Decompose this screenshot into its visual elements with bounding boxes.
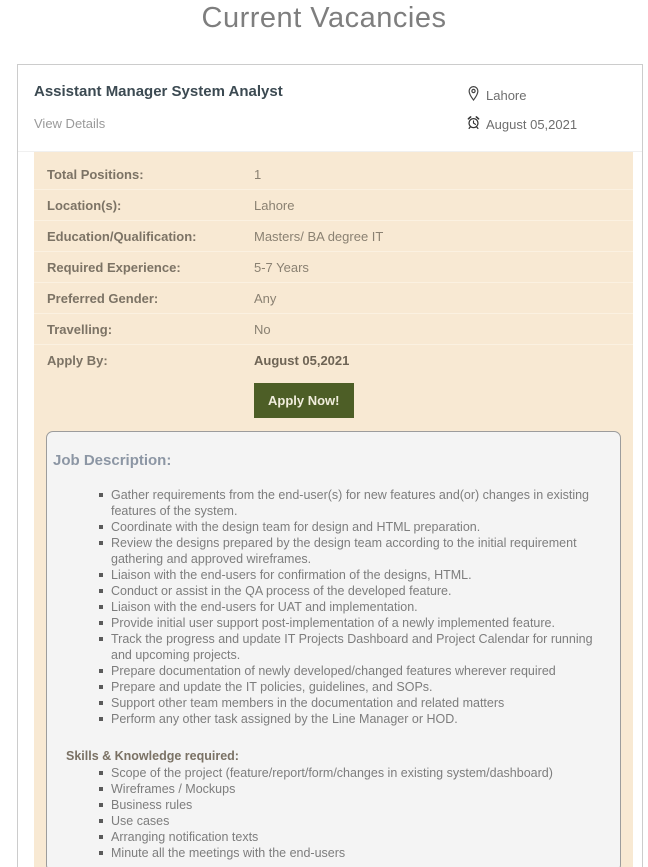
skills-list — [99, 765, 598, 861]
skills-item: Use cases — [99, 813, 598, 829]
skills-item: Wireframes / Mockups — [99, 781, 598, 797]
detail-label: Location(s): — [47, 198, 122, 213]
job-title: Assistant Manager System Analyst — [34, 83, 283, 100]
job-description-heading: Job Description: — [53, 452, 172, 469]
page-title: Current Vacancies — [201, 2, 447, 34]
apply-now-button[interactable]: Apply Now! — [254, 383, 354, 418]
detail-row-experience — [34, 251, 633, 282]
detail-value: Any — [254, 291, 277, 306]
job-description-item: Support other team members in the documentation and related matters — [99, 695, 598, 711]
vacancy-details-panel — [34, 152, 633, 867]
job-description-item: Perform any other task assigned by the Line Manager or HOD. — [99, 711, 598, 727]
posted-date-row — [466, 115, 626, 133]
job-description-box — [46, 431, 621, 867]
detail-row-education — [34, 220, 633, 251]
detail-value: 1 — [254, 167, 262, 182]
job-description-item: Prepare documentation of newly developed/changed features wherever required — [99, 663, 598, 679]
detail-label: Total Positions: — [47, 167, 144, 182]
vacancy-header-left — [34, 81, 283, 143]
vacancy-header-right — [466, 81, 626, 143]
detail-value: August 05,2021 — [254, 353, 350, 368]
skills-heading: Skills & Knowledge required: — [66, 749, 239, 763]
apply-row — [34, 375, 633, 420]
job-description-item: Track the progress and update IT Projects Dashboard and Project Calendar for running and upcoming projects. — [99, 631, 598, 663]
skills-item: Business rules — [99, 797, 598, 813]
detail-row-travelling — [34, 313, 633, 344]
skills-item: Arranging notification texts — [99, 829, 598, 845]
job-description-item: Conduct or assist in the QA process of the developed feature. — [99, 583, 598, 599]
vacancy-card-header — [18, 65, 642, 152]
job-description-list — [99, 487, 598, 727]
job-description-item: Liaison with the end-users for UAT and implementation. — [99, 599, 598, 615]
detail-row-gender — [34, 282, 633, 313]
vacancy-card — [17, 64, 643, 867]
job-description-item: Provide initial user support post-implementation of a newly implemented feature. — [99, 615, 598, 631]
skills-item: Minute all the meetings with the end-users — [99, 845, 598, 861]
view-details-link[interactable]: View Details — [34, 116, 106, 131]
location-row — [466, 85, 626, 105]
detail-label: Travelling: — [47, 322, 113, 337]
detail-value: 5-7 Years — [254, 260, 309, 275]
detail-row-total-positions — [34, 159, 633, 189]
job-description-item: Gather requirements from the end-user(s) for new features and(or) changes in existing features of the system. — [99, 487, 598, 519]
detail-label: Education/Qualification: — [47, 229, 197, 244]
map-pin-icon — [466, 85, 481, 105]
detail-value: No — [254, 322, 271, 337]
detail-value: Lahore — [254, 198, 295, 213]
posted-date-text: August 05,2021 — [486, 116, 578, 132]
alarm-clock-icon — [466, 115, 481, 133]
detail-row-apply-by — [34, 344, 633, 375]
detail-value: Masters/ BA degree IT — [254, 229, 384, 244]
detail-row-locations — [34, 189, 633, 220]
detail-label: Required Experience: — [47, 260, 181, 275]
detail-label: Apply By: — [47, 353, 108, 368]
job-description-item: Coordinate with the design team for design and HTML preparation. — [99, 519, 598, 535]
job-description-item: Liaison with the end-users for confirmation of the designs, HTML. — [99, 567, 598, 583]
skills-item: Scope of the project (feature/report/form/changes in existing system/dashboard) — [99, 765, 598, 781]
location-text: Lahore — [486, 87, 527, 103]
job-description-item: Review the designs prepared by the design team according to the initial requirement gathering and approved wireframes. — [99, 535, 598, 567]
detail-label: Preferred Gender: — [47, 291, 159, 306]
job-description-item: Prepare and update the IT policies, guidelines, and SOPs. — [99, 679, 598, 695]
